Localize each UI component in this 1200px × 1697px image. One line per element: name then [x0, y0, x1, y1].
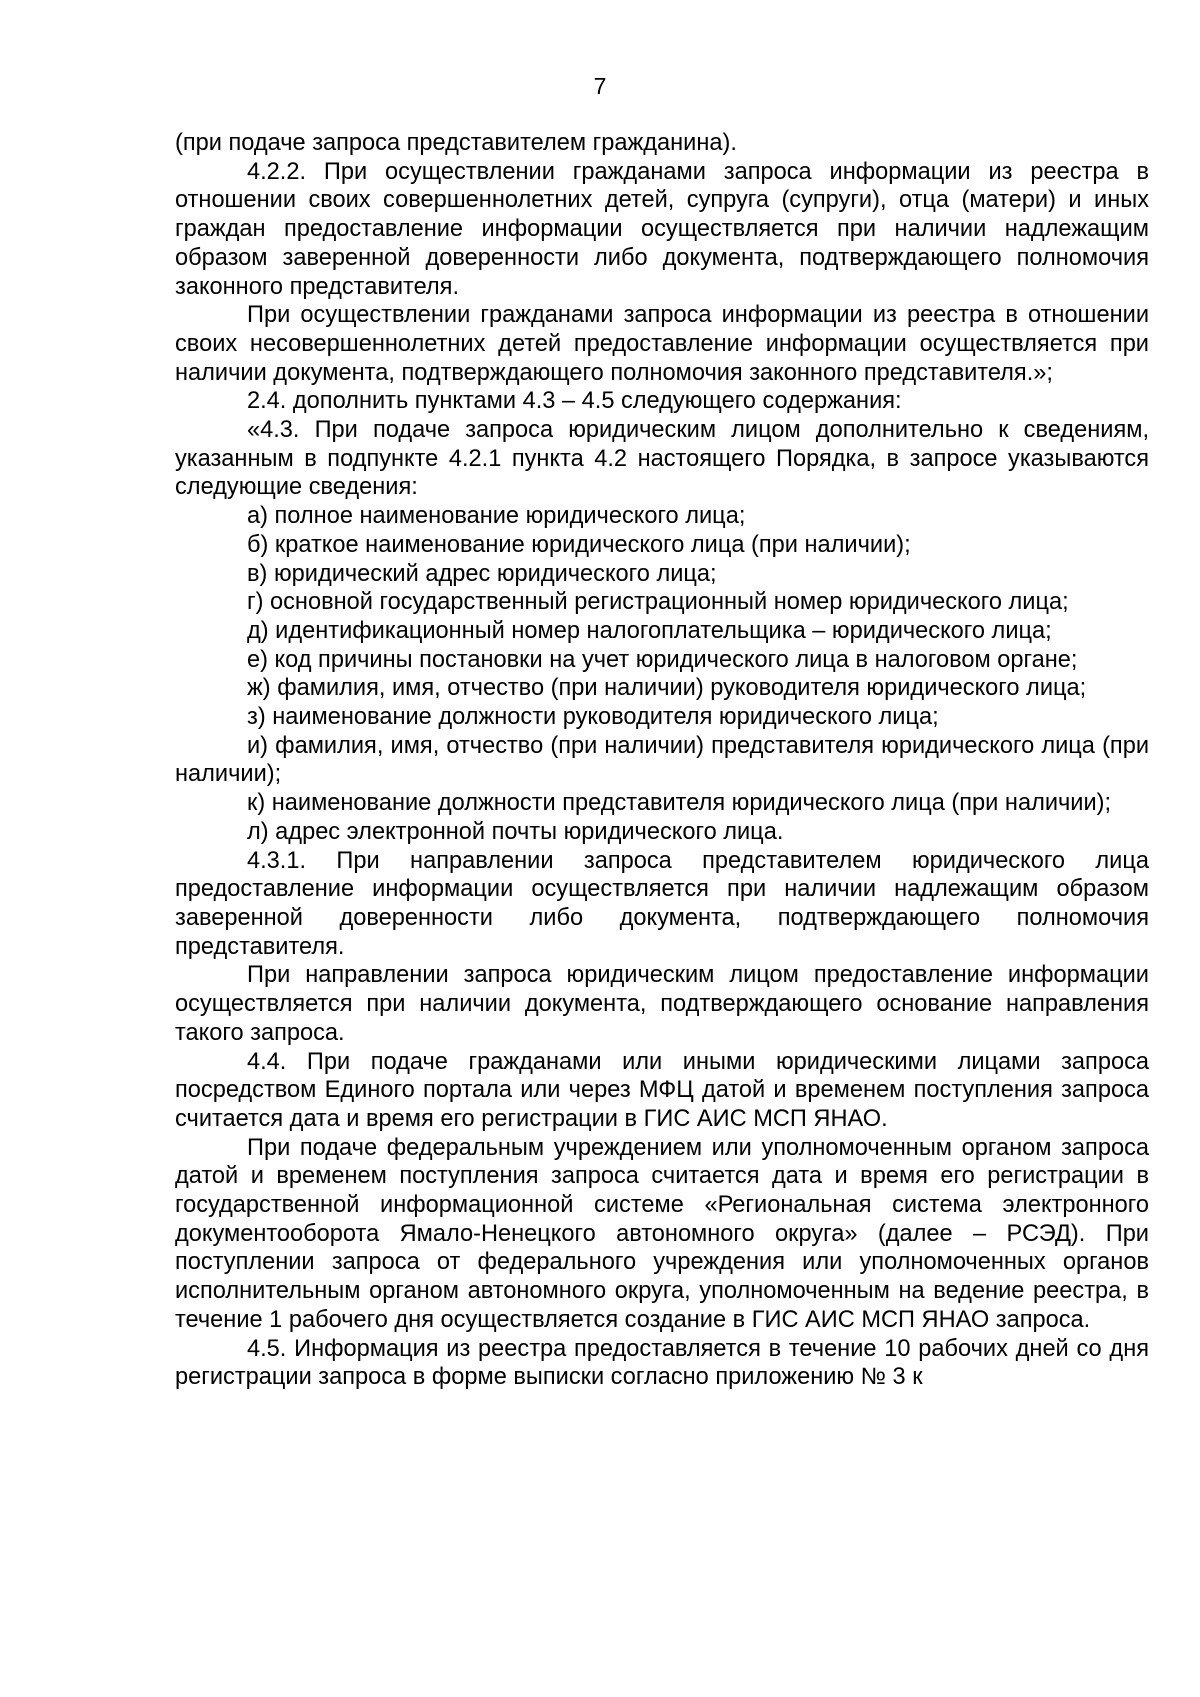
list-item-b: б) краткое наименование юридического лица (при наличии); — [247, 531, 911, 558]
list-item-l: л) адрес электронной почты юридического лица. — [247, 818, 784, 845]
paragraph-2: 4.2.2. При осуществлении гражданами запроса информации из реестра в отношении своих совершеннолетних детей, супруга (супруги), отца (матери) и иных граждан предоставление информации осуществляется при наличии надлежащим образом заверенной доверенности либо документа, подтверждающего полномочия законного представителя. — [175, 158, 1149, 300]
paragraph-5: «4.3. При подаче запроса юридическим лицом дополнительно к сведениям, указанным в подпункте 4.2.1 пункта 4.2 настоящего Порядка, в запросе указываются следующие сведения: — [175, 417, 1149, 501]
paragraph-federal: При подаче федеральным учреждением или уполномоченным органом запроса датой и временем поступления запроса считается дата и время его регистрации в государственной информационной системе «Региональная система электронного документооборота Ямало-Ненецкого автономного округа» (далее – РСЭД). При поступлении запроса от федерального учреждения или уполномоченных органов исполнительным органом автономного округа, уполномоченным на ведение реестра, в течение 1 рабочего дня осуществляется создание в ГИС АИС МСП ЯНАО запроса. — [175, 1134, 1149, 1333]
list-item-g: г) основной государственный регистрационный номер юридического лица; — [247, 589, 1069, 616]
paragraph-4-4: 4.4. При подаче гражданами или иными юридическими лицами запроса посредством Единого портала или через МФЦ датой и временем поступления запроса считается дата и время его регистрации в ГИС АИС МСП ЯНАО. — [175, 1048, 1149, 1132]
list-item-d: д) идентификационный номер налогоплательщика – юридического лица; — [247, 617, 1052, 644]
list-item-i: и) фамилия, имя, отчество (при наличии) представителя юридического лица (при наличии); — [175, 732, 1149, 788]
paragraph-legal-entity: При направлении запроса юридическим лицом предоставление информации осуществляется при наличии документа, подтверждающего основание направления такого запроса. — [175, 962, 1149, 1046]
list-item-k: к) наименование должности представителя юридического лица (при наличии); — [247, 790, 1112, 817]
paragraph-4: 2.4. дополнить пунктами 4.3 – 4.5 следующего содержания: — [247, 388, 902, 415]
list-item-zh: ж) фамилия, имя, отчество (при наличии) руководителя юридического лица; — [247, 675, 1087, 702]
paragraph-4-5: 4.5. Информация из реестра предоставляется в течение 10 рабочих дней со дня регистрации запроса в форме выписки согласно приложению № 3 к — [175, 1335, 1149, 1391]
page-number: 7 — [593, 73, 607, 99]
document-body — [175, 129, 1149, 1392]
list-item-z: з) наименование должности руководителя юридического лица; — [247, 704, 939, 731]
list-item-e: е) код причины постановки на учет юридического лица в налоговом органе; — [247, 646, 1078, 673]
list-item-v: в) юридический адрес юридического лица; — [247, 560, 717, 587]
list-item-a: а) полное наименование юридического лица; — [247, 503, 746, 530]
paragraph-1: (при подаче запроса представителем гражданина). — [175, 130, 737, 156]
paragraph-3: При осуществлении гражданами запроса информации из реестра в отношении своих несовершеннолетних детей предоставление информации осуществляется при наличии документа, подтверждающего полномочия законного представителя.»; — [175, 302, 1149, 386]
paragraph-4-3-1: 4.3.1. При направлении запроса представителем юридического лица предоставление информации осуществляется при наличии надлежащим образом заверенной доверенности либо документа, подтверждающего полномочия представителя. — [175, 847, 1149, 960]
